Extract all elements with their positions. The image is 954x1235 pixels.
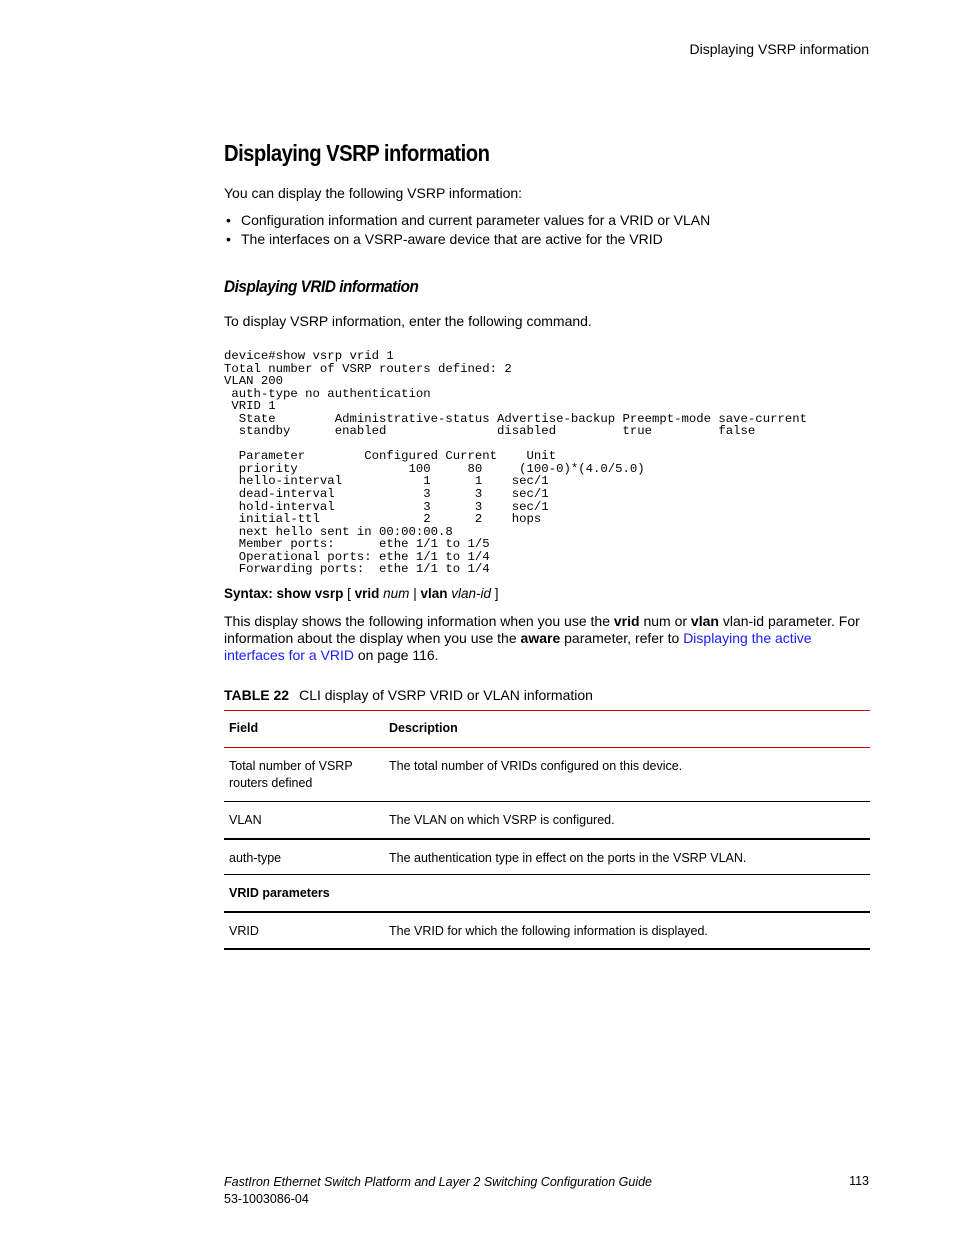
table-group-row <box>224 875 870 912</box>
cell-description: The total number of VRIDs configured on this device. <box>389 759 683 773</box>
table-row <box>224 802 870 839</box>
column-header-description: Description <box>389 721 458 735</box>
subsection-title: Displaying VRID information <box>224 277 419 296</box>
running-header: Displaying VSRP information <box>689 41 869 57</box>
table-label: TABLE 22 <box>224 687 290 703</box>
table-header-row <box>224 711 870 748</box>
para-bold-vrid: vrid <box>613 613 640 629</box>
cell-field: auth-type <box>229 850 282 865</box>
syntax-arg-vlan-id: vlan-id <box>451 586 492 601</box>
cell-field: VLAN <box>229 813 262 827</box>
table-row <box>224 839 870 875</box>
cross-reference-link[interactable]: Displaying the active interfaces for a VRID <box>224 630 812 663</box>
cell-field: VRID <box>229 923 259 938</box>
footer-left <box>224 1174 652 1208</box>
section-title: Displaying VSRP information <box>224 140 490 166</box>
bullet-item: • The interfaces on a VSRP-aware device that are active for the VRID <box>224 230 710 249</box>
cell-group-heading: VRID parameters <box>229 886 330 900</box>
syntax-line <box>224 586 499 601</box>
syntax-arg-num: num <box>383 586 410 601</box>
table-row <box>224 748 870 802</box>
section-intro: You can display the following VSRP information: <box>224 185 523 201</box>
cell-description: The authentication type in effect on the ports in the VSRP VLAN. <box>389 850 747 865</box>
syntax-keyword-vlan: vlan <box>420 586 448 601</box>
para-text: vlan-id parameter. For information about the display when you use the <box>224 613 860 646</box>
cell-description: The VLAN on which VSRP is configured. <box>389 813 615 827</box>
para-text: This display shows the following information when you use the <box>224 613 614 629</box>
syntax-close-bracket: ] <box>494 586 499 601</box>
footer-page-number: 113 <box>849 1174 869 1188</box>
column-header-field: Field <box>229 721 259 735</box>
cell-field: Total number of VSRP routers defined <box>229 759 353 790</box>
para-text: parameter, refer to <box>560 630 684 646</box>
footer-doc-number: 53-1003086-04 <box>224 1192 309 1206</box>
table-row <box>224 912 870 949</box>
para-text: on page 116. <box>353 647 439 663</box>
table-caption <box>224 687 593 703</box>
bullet-list <box>224 211 710 249</box>
table-caption-text: CLI display of VSRP VRID or VLAN information <box>299 687 593 703</box>
description-paragraph <box>224 613 870 664</box>
para-bold-aware: aware <box>520 630 561 646</box>
info-table <box>224 710 870 950</box>
syntax-open-bracket: [ <box>347 586 351 601</box>
para-bold-vlan: vlan <box>690 613 719 629</box>
cell-description: The VRID for which the following information is displayed. <box>389 923 708 938</box>
para-text: num or <box>639 613 691 629</box>
syntax-label: Syntax: <box>224 586 273 601</box>
subsection-intro: To display VSRP information, enter the following command. <box>224 313 592 329</box>
syntax-separator: | <box>413 586 417 601</box>
footer-guide-title: FastIron Ethernet Switch Platform and Layer 2 Switching Configuration Guide <box>224 1175 652 1189</box>
bullet-item: • Configuration information and current parameter values for a VRID or VLAN <box>224 211 710 230</box>
syntax-command: show vsrp <box>276 586 344 601</box>
cli-output: device#show vsrp vrid 1 Total number of VSRP routers defined: 2 VLAN 200 auth-type no authentication VRID 1 State Administrative-status Advertise-backup Preempt-mode save-current standby enabled disabled true false Parameter Configured Current Unit priority 100 80 (100-0)*(4.0/5.0) hello-interval 1 1 sec/1 dead-interval 3 3 sec/1 hold-interval 3 3 sec/1 initial-ttl 2 2 hops next hello sent in 00:00:00.8 Member ports: ethe 1/1 to 1/5 Operational ports: ethe 1/1 to 1/4 Forwarding ports: ethe 1/1 to 1/4 <box>224 349 807 577</box>
syntax-keyword-vrid: vrid <box>354 586 380 601</box>
